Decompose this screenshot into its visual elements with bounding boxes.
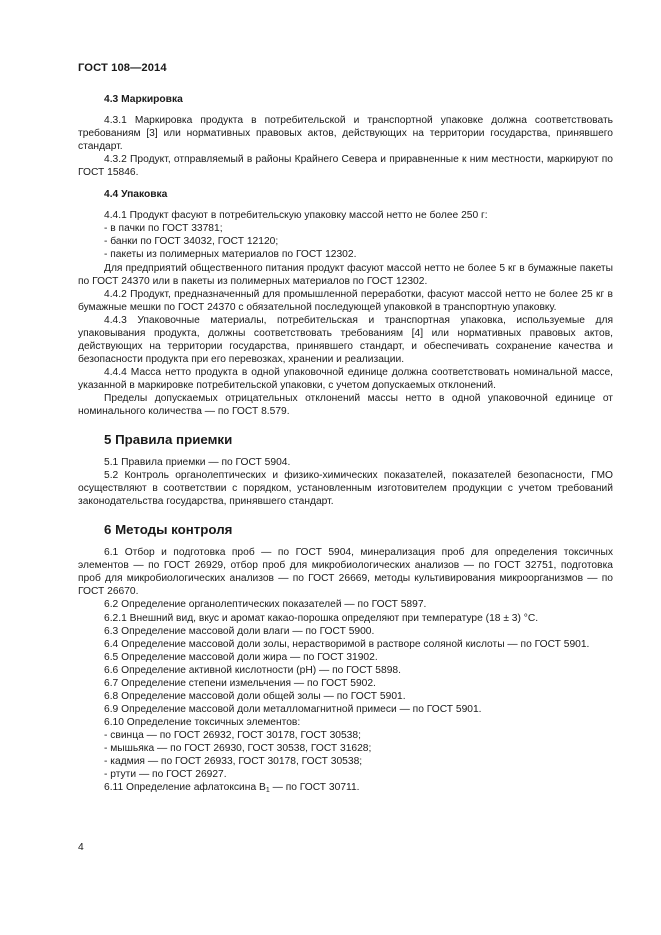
paragraph-6-9: 6.9 Определение массовой доли металломагнитной примеси — по ГОСТ 5901. [104, 703, 482, 715]
list-item: - ртути — по ГОСТ 26927. [104, 769, 227, 781]
paragraph-6-1: 6.1 Отбор и подготовка проб — по ГОСТ 5904, минерализация проб для определения токсичных элементов — по ГОСТ 26929, отбор проб для микробиологических анализов — по ГОСТ 32751, подготовка проб для микробиологических анализов — по ГОСТ 26669, методы культивирования микроорганизмов — по ГОСТ 26670. [78, 547, 613, 598]
paragraph-6-2: 6.2 Определение органолептических показателей — по ГОСТ 5897. [104, 599, 427, 611]
document-header: ГОСТ 108—2014 [78, 62, 167, 74]
paragraph-6-10: 6.10 Определение токсичных элементов: [104, 716, 301, 728]
paragraph-4-4-2: 4.4.2 Продукт, предназначенный для промышленной переработки, фасуют массой нетто не более 25 кг в бумажные мешки по ГОСТ 24370 с обязательной последующей упаковкой в транспортную упаковку. [78, 288, 613, 313]
paragraph-6-8: 6.8 Определение массовой доли общей золы — по ГОСТ 5901. [104, 690, 406, 702]
list-item: - банки по ГОСТ 34032, ГОСТ 12120; [104, 236, 279, 248]
list-item: - пакеты из полимерных материалов по ГОСТ 12302. [104, 249, 357, 261]
list-item: - в пачки по ГОСТ 33781; [104, 223, 223, 235]
paragraph-4-3-2: 4.3.2 Продукт, отправляемый в районы Крайнего Севера и приравненные к ним местности, маркируют по ГОСТ 15846. [78, 154, 613, 179]
paragraph-6-11-text: 6.11 Определение афлатоксина В [104, 782, 266, 794]
paragraph-6-11 [78, 781, 613, 794]
paragraph-4-4-1: 4.4.1 Продукт фасуют в потребительскую упаковку массой нетто не более 250 г: [104, 210, 488, 222]
paragraph-6-5: 6.5 Определение массовой доли жира — по ГОСТ 31902. [104, 651, 378, 663]
paragraph-5-1: 5.1 Правила приемки — по ГОСТ 5904. [104, 457, 291, 469]
paragraph-6-6: 6.6 Определение активной кислотности (рН) — по ГОСТ 5898. [104, 664, 401, 676]
document-body [78, 90, 613, 794]
paragraph-6-11-tail: — по ГОСТ 30711. [269, 782, 360, 794]
list-item: - мышьяка — по ГОСТ 26930, ГОСТ 30538, ГОСТ 31628; [104, 742, 372, 754]
list-item: - кадмия — по ГОСТ 26933, ГОСТ 30178, ГОСТ 30538; [104, 756, 363, 768]
section-4-4-title: 4.4 Упаковка [104, 189, 168, 201]
section-5-title: 5 Правила приемки [104, 432, 233, 448]
paragraph-4-3-1: 4.3.1 Маркировка продукта в потребительской и транспортной упаковке должна соответствовать требованиям [3] или нормативных правовых актов, действующих на территории государства, принявшего стандарт. [78, 115, 613, 153]
page-number: 4 [78, 842, 84, 853]
paragraph-6-4: 6.4 Определение массовой доли золы, нерастворимой в растворе соляной кислоты — по ГОСТ 5901. [104, 638, 590, 650]
section-4-3-title: 4.3 Маркировка [104, 94, 183, 105]
section-6-title: 6 Методы контроля [104, 522, 233, 538]
paragraph-catering: Для предприятий общественного питания продукт фасуют массой нетто не более 5 кг в бумажные пакеты по ГОСТ 24370 или в пакеты из полимерных материалов по ГОСТ 12302. [78, 262, 613, 287]
paragraph-6-2-1: 6.2.1 Внешний вид, вкус и аромат какао-порошка определяют при температуре (18 ± 3) °С. [104, 612, 539, 624]
subscript: 1 [265, 787, 270, 795]
paragraph-4-4-4: 4.4.4 Масса нетто продукта в одной упаковочной единице должна соответствовать номинальной массе, указанной в маркировке потребительской упаковки, с учетом допускаемых отклонений. [78, 366, 613, 391]
paragraph-tolerances: Пределы допускаемых отрицательных отклонений массы нетто в одной упаковочной единице от номинального количества — по ГОСТ 8.579. [78, 392, 613, 418]
paragraph-6-7: 6.7 Определение степени измельчения — по ГОСТ 5902. [104, 677, 376, 689]
paragraph-5-2: 5.2 Контроль органолептических и физико-химических показателей, показателей безопасности, ГМО осуществляют в соответствии с порядком, установленным изготовителем продукции с учетом требований законодательства государства, принявшего стандарт. [78, 470, 613, 508]
list-item: - свинца — по ГОСТ 26932, ГОСТ 30178, ГОСТ 30538; [104, 729, 361, 741]
paragraph-6-3: 6.3 Определение массовой доли влаги — по ГОСТ 5900. [104, 625, 375, 637]
paragraph-4-4-3: 4.4.3 Упаковочные материалы, потребительская и транспортная упаковка, используемые для упаковывания продукта, должны соответствовать требованиям [4] или нормативных правовых актов, действующих на территории государства, принявшего стандарт, и обеспечивать сохранение качества и безопасности продукта при его перевозках, хранении и реализации. [78, 314, 613, 365]
